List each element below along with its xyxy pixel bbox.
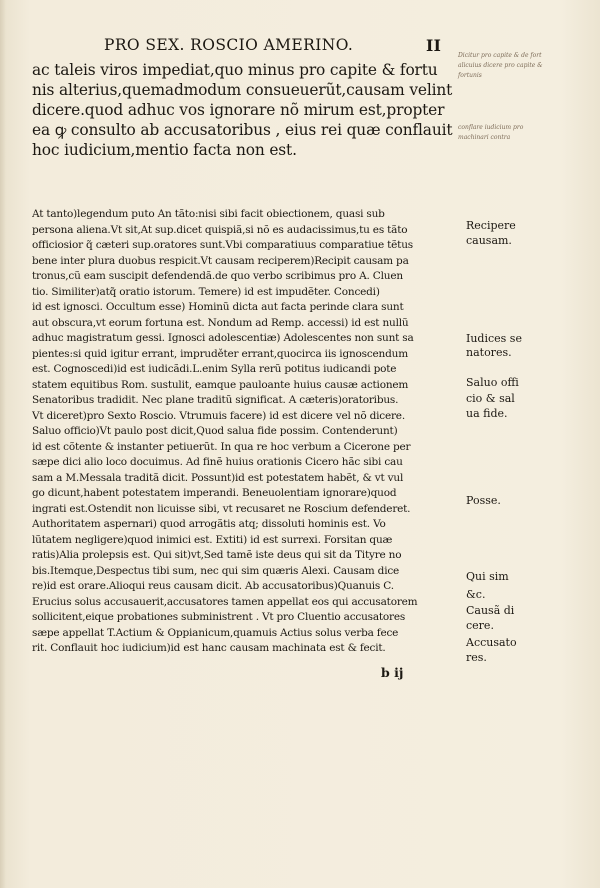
commentary-line: Saluo officio)Vt paulo post dicit,Quod salua fide possim. Contenderunt) bbox=[32, 425, 398, 437]
commentary-line: adhuc magistratum gessi. Ignosci adolescentiæ) Adolescentes non sunt sa bbox=[32, 332, 414, 344]
side-note: Iudices se bbox=[466, 332, 522, 345]
commentary-line: re)id est orare.Alioqui reus causam dicit. Ab accusatoribus)Quanuis C. bbox=[32, 580, 394, 592]
gutter-shadow bbox=[0, 0, 6, 888]
signature-mark: b ij bbox=[381, 665, 404, 680]
side-note: Qui sim bbox=[466, 570, 509, 583]
commentary-line: est. Cognoscedi)id est iudicãdi.L.enim Sylla rerũ potitus iudicandi pote bbox=[32, 363, 397, 375]
commentary-line: At tanto)legendum puto An tãto:nisi sibi facit obiectionem, quasi sub bbox=[32, 208, 385, 220]
commentary-line: officiosior q̃ cæteri sup.oratores sunt.Vbi comparatiuus comparatiue tẽtus bbox=[32, 239, 413, 251]
running-head bbox=[104, 36, 454, 54]
commentary-text bbox=[32, 207, 464, 657]
commentary-line: statem equitibus Rom. sustulit, eamque pauloante huius causæ actionem bbox=[32, 378, 409, 391]
commentary-line: aut obscura,vt eorum fortuna est. Nondum ad Remp. accessi) id est nullũ bbox=[32, 316, 409, 329]
side-note: Recipere bbox=[466, 219, 516, 232]
commentary-line: rit. Conflauit hoc iudicium)id est hanc causam machinata est & fecit. bbox=[32, 642, 386, 654]
side-note: cere. bbox=[466, 619, 494, 632]
commentary-line: tio. Similiter)atq̃ oratio istorum. Temere) id est impudẽter. Concedi) bbox=[32, 285, 380, 298]
handwritten-line: alicuius dicere pro capite & bbox=[458, 62, 543, 69]
folio-number: II bbox=[426, 36, 442, 55]
side-note: Posse. bbox=[466, 494, 501, 507]
commentary-line: go dicunt,habent potestatem imperandi. Beneuolentiam ignorare)quod bbox=[32, 487, 397, 499]
commentary-line: Erucius solus accusauerit,accusatores tamen appellat eos qui accusatorem bbox=[32, 595, 418, 608]
side-note: cio & sal bbox=[466, 392, 515, 405]
commentary-line: Vt diceret)pro Sexto Roscio. Vtrumuis facere) id est dicere vel nõ dicere. bbox=[32, 409, 405, 422]
handwritten-line: fortunis bbox=[458, 72, 482, 79]
side-note: causam. bbox=[466, 234, 512, 247]
commentary-line: Authoritatem aspernari) quod arrogãtis atq; dissoluti hominis est. Vo bbox=[32, 518, 386, 530]
oration-line: ac taleis viros impediat,quo minus pro capite & fortu bbox=[32, 61, 438, 79]
oration-line: nis alterius,quemadmodum consueuerũt,causam velint bbox=[32, 81, 453, 99]
side-note: res. bbox=[466, 651, 487, 664]
handwritten-line: Dicitur pro capite & de fort bbox=[458, 52, 542, 59]
side-note: ua fide. bbox=[466, 407, 508, 420]
commentary-line: pientes:si quid igitur errant, impruděter errant,quocirca iis ignoscendum bbox=[32, 347, 408, 360]
commentary-line: bene inter plura duobus respicit.Vt causam reciperem)Recipit causam pa bbox=[32, 254, 409, 267]
oration-text bbox=[32, 60, 462, 160]
oration-line: dicere.quod adhuc vos ignorare nõ mirum est,propter bbox=[32, 101, 445, 119]
commentary-line: persona aliena.Vt sit,At sup.dicet quispiã,si nõ es audacissimus,tu es tãto bbox=[32, 223, 408, 236]
commentary-line: sæpe appellat T.Actium & Oppianicum,quamuis Actius solus verba fece bbox=[32, 626, 399, 639]
commentary-line: sam a M.Messala traditã dicit. Possunt)id est potestatem habẽt, & vt vul bbox=[32, 471, 404, 484]
commentary-line: sæpe dici alio loco docuimus. Ad finẽ huius orationis Cicero hãc sibi cau bbox=[32, 456, 403, 468]
commentary-line: ingrati est.Ostendit non licuisse sibi, vt recusaret ne Roscium defenderet. bbox=[32, 502, 411, 515]
commentary-line: tronus,cũ eam suscipit defendendã.de quo verbo scribimus pro A. Cluen bbox=[32, 270, 403, 282]
side-note: Saluo offi bbox=[466, 376, 519, 389]
commentary-line: Senatoribus tradidit. Nec plane traditũ significat. A cæteris)oratoribus. bbox=[32, 394, 399, 406]
oration-line: hoc iudicium,mentio facta non est. bbox=[32, 141, 297, 159]
commentary-line: sollicitent,eique probationes subministrent . Vt pro Cluentio accusatores bbox=[32, 611, 406, 623]
handwritten-line: conflare iudicium pro bbox=[458, 124, 524, 131]
side-note: natores. bbox=[466, 346, 512, 359]
side-note: Accusato bbox=[466, 636, 517, 649]
commentary-line: ratis)Alia prolepsis est. Qui sit)vt,Sed tamẽ iste deus qui sit da Tityre no bbox=[32, 549, 402, 561]
commentary-line: lũtatem negligere)quod inimici est. Extiti) id est surrexi. Forsitan quæ bbox=[32, 533, 393, 546]
commentary-line: bis.Itemque,Despectus tibi sum, nec qui sim quæris Alexi. Causam dice bbox=[32, 564, 400, 577]
side-note: &c. bbox=[466, 588, 486, 601]
commentary-line: id est cõtente & instanter petiuerũt. In qua re hoc verbum a Cicerone per bbox=[32, 440, 411, 453]
oration-line: ea ꝙ consulto ab accusatoribus , eius rei quæ conflauit bbox=[32, 121, 453, 139]
commentary-line: id est ignosci. Occultum esse) Hominũ dicta aut facta perinde clara sunt bbox=[32, 301, 404, 313]
side-note: Causã di bbox=[466, 604, 515, 617]
running-head-title: PRO SEX. ROSCIO AMERINO. bbox=[104, 36, 354, 54]
handwritten-line: machinari contra bbox=[458, 134, 511, 141]
